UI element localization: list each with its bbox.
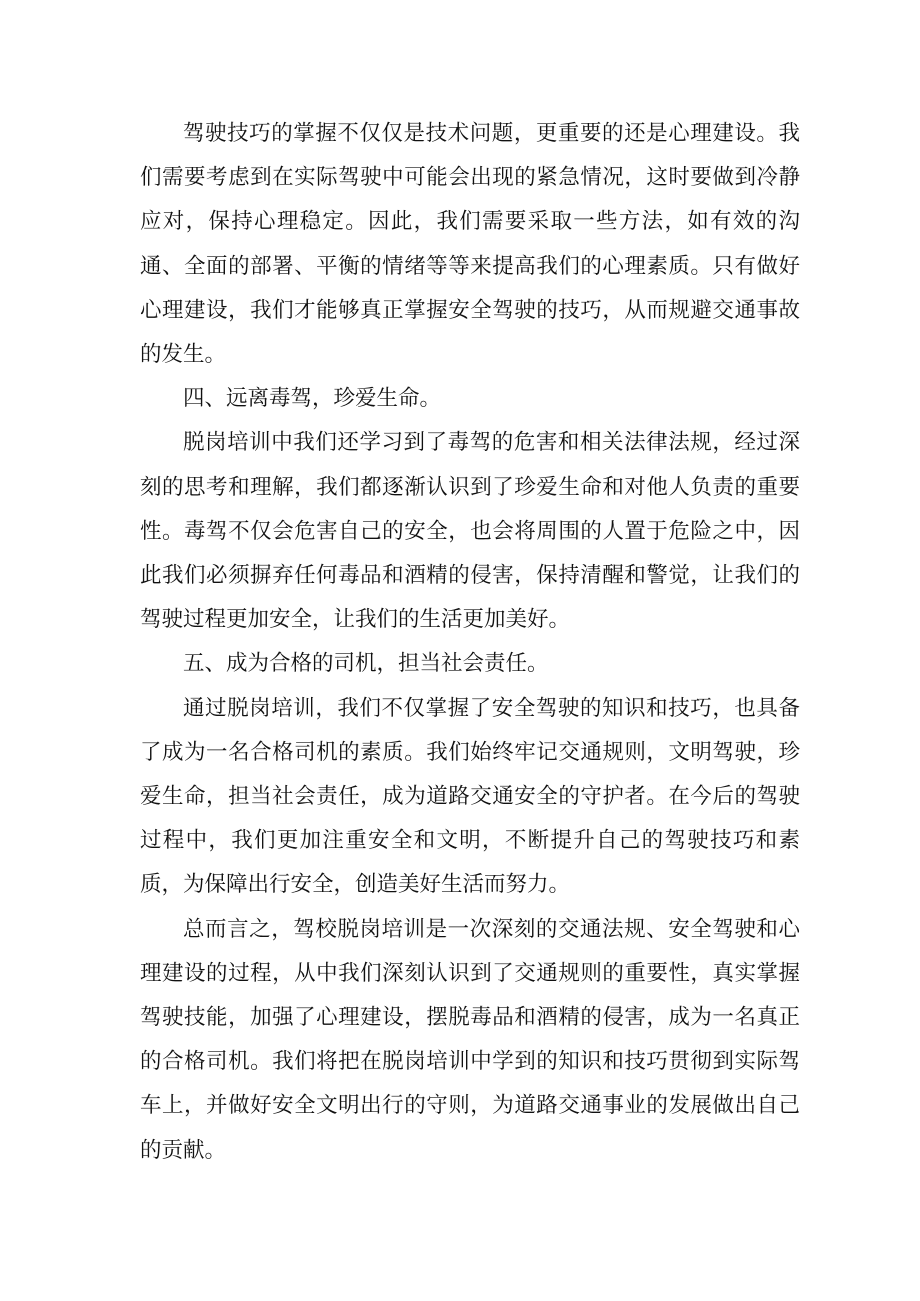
paragraph-drug-driving: 脱岗培训中我们还学习到了毒驾的危害和相关法律法规，经过深刻的思考和理解，我们都逐渐认识到了珍爱生命和对他人负责的重要性。毒驾不仅会危害自己的安全，也会将周围的人置于危险之中，因此我们必须摒弃任何毒品和酒精的侵害，保持清醒和警觉，让我们的驾驶过程更加安全，让我们的生活更加美好。: [140, 430, 800, 633]
section-heading-4: 四、远离毒驾，珍爱生命。: [183, 386, 442, 412]
paragraph-qualified-driver: 通过脱岗培训，我们不仅掌握了安全驾驶的知识和技巧，也具备了成为一名合格司机的素质。我们始终牢记交通规则，文明驾驶，珍爱生命，担当社会责任，成为道路交通安全的守护者。在今后的驾驶过程中，我们更加注重安全和文明，不断提升自己的驾驶技巧和素质，为保障出行安全，创造美好生活而努力。: [140, 695, 800, 898]
paragraph-psychology: 驾驶技巧的掌握不仅仅是技术问题，更重要的还是心理建设。我们需要考虑到在实际驾驶中可能会出现的紧急情况，这时要做到冷静应对，保持心理稳定。因此，我们需要采取一些方法，如有效的沟通、全面的部署、平衡的情绪等等来提高我们的心理素质。只有做好心理建设，我们才能够真正掌握安全驾驶的技巧，从而规避交通事故的发生。: [140, 121, 800, 368]
document-body: [140, 112, 800, 1173]
section-heading-5: 五、成为合格的司机，担当社会责任。: [183, 651, 549, 677]
paragraph-conclusion: 总而言之，驾校脱岗培训是一次深刻的交通法规、安全驾驶和心理建设的过程，从中我们深刻认识到了交通规则的重要性，真实掌握驾驶技能，加强了心理建设，摆脱毒品和酒精的侵害，成为一名真正的合格司机。我们将把在脱岗培训中学到的知识和技巧贯彻到实际驾车上，并做好安全文明出行的守则，为道路交通事业的发展做出自己的贡献。: [140, 916, 800, 1163]
